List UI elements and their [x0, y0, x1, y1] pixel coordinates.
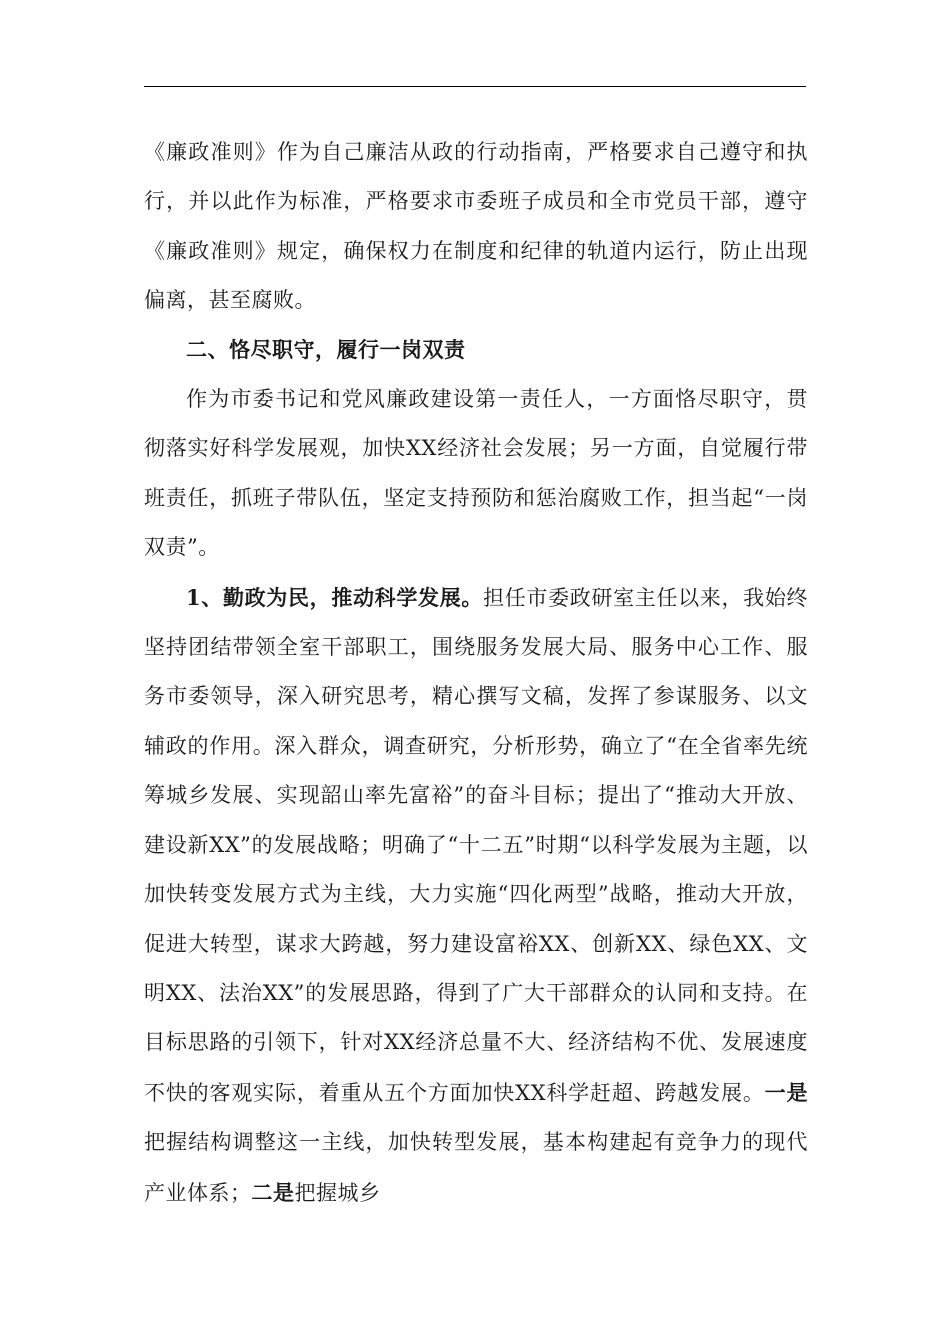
section-heading: 二、恪尽职守，履行一岗双责	[186, 337, 466, 362]
paragraph-text: 把握结构调整这一主线，加快转型发展，基本构建起有竞争力的现代产业体系；	[144, 1130, 808, 1205]
paragraph-duty: 作为市委书记和党风廉政建设第一责任人，一方面恪尽职守，贯彻落实好科学发展观，加快XX经济社会发展；另一方面，自觉履行带班责任，抓班子带队伍，坚定支持预防和惩治腐败工作，担当起“一岗双责”。	[144, 387, 808, 560]
paragraph-continuation: 《廉政准则》作为自己廉洁从政的行动指南，严格要求自己遵守和执行，并以此作为标准，严格要求市委班子成员和全市党员干部，遵守《廉政准则》规定，确保权力在制度和纪律的轨道内运行，防止出现偏离，甚至腐败。	[144, 140, 808, 313]
paragraph-text: 把握城乡	[294, 1180, 381, 1205]
document-body	[144, 128, 808, 1218]
paragraph-text: 担任市委政研室主任以来，我始终坚持团结带领全室干部职工，围绕服务发展大局、服务中心工作、服务市委领导，深入研究思考，精心撰写文稿，发挥了参谋服务、以文辅政的作用。深入群众，调查研究，分析形势，确立了“在全省率先统筹城乡发展、实现韶山率先富裕”的奋斗目标；提出了“推动大开放、建设新XX”的发展战略；明确了“十二五”时期“以科学发展为主题，以加快转变发展方式为主线，大力实施“四化两型”战略，推动大开放，促进大转型，谋求大跨越，努力建设富裕XX、创新XX、绿色XX、文明XX、法治XX”的发展思路，得到了广大干部群众的认同和支持。在目标思路的引领下，针对XX经济总量不大、经济结构不优、发展速度不快的客观实际，着重从五个方面加快XX科学赶超、跨越发展。	[144, 585, 808, 1105]
header-rule	[144, 86, 806, 87]
enumeration-second: 二是	[251, 1179, 295, 1205]
enumeration-first: 一是	[764, 1079, 809, 1105]
paragraph-lead-heading: 1、勤政为民，推动科学发展。	[186, 584, 484, 610]
paragraph-diligence	[144, 573, 808, 1218]
